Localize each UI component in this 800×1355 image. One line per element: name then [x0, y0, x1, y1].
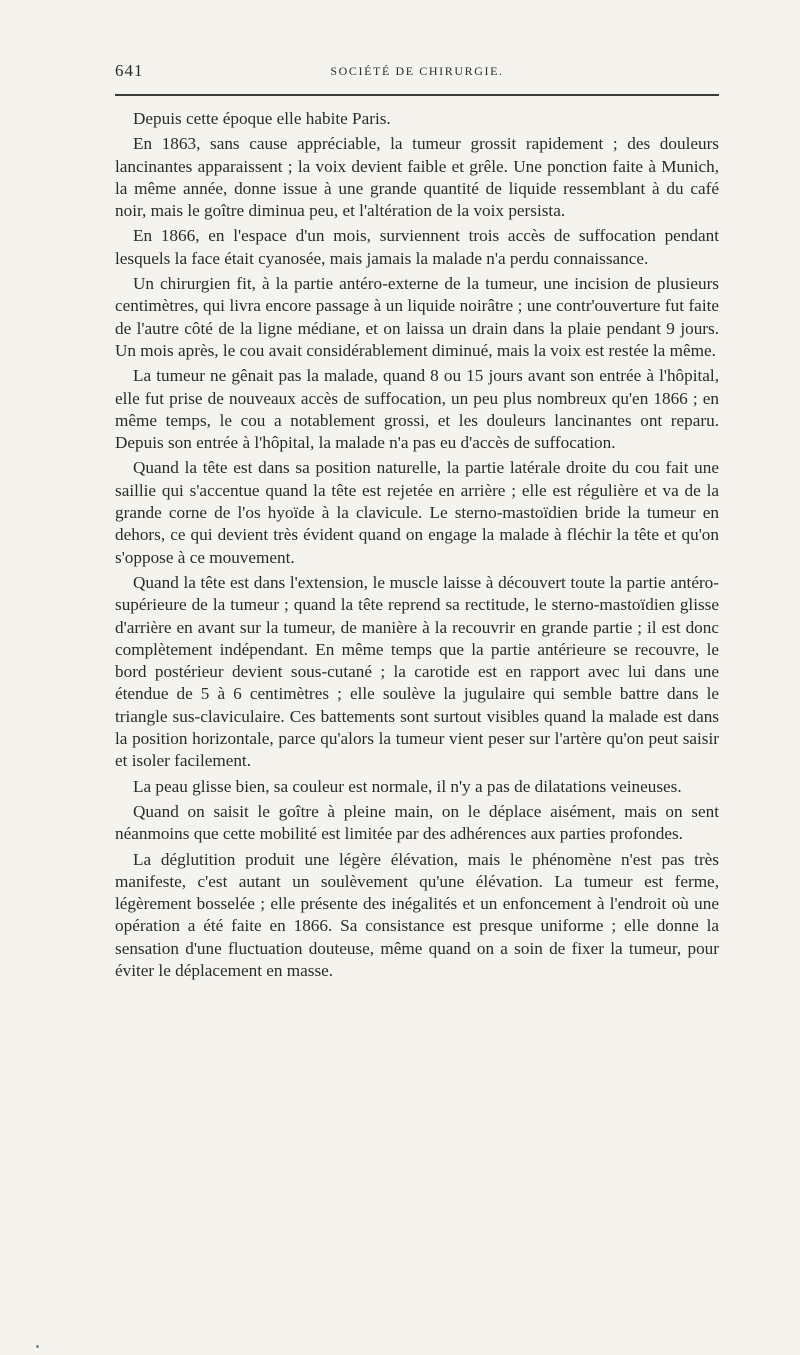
paragraph: La peau glisse bien, sa couleur est normale, il n'y a pas de dilatations veineuses. — [133, 776, 682, 796]
body-text — [115, 108, 719, 982]
paragraph: En 1863, sans cause appréciable, la tumeur grossit rapidement ; des douleurs lancinantes apparaissent ; la voix devient faible et grêle. Une ponction faite à Munich, la même année, donne issue à une grande quantité de liquide ressemblant à du café noir, mais le goître diminua peu, et l'altération de la voix persista. — [115, 134, 719, 221]
paragraph: La déglutition produit une légère élévation, mais le phénomène n'est pas très manifeste, c'est autant un soulèvement qu'une élévation. La tumeur est ferme, légèrement bosselée ; elle présente des inégalités et un enfoncement à l'endroit où une opération a été faite en 1866. Sa consistance est presque uniforme ; elle donne la sensation d'une fluctuation douteuse, même quand on a soin de fixer la tumeur, pour éviter le déplacement en masse. — [115, 849, 719, 980]
paragraph: Depuis cette époque elle habite Paris. — [133, 109, 391, 128]
paragraph: Quand la tête est dans sa position naturelle, la partie latérale droite du cou fait une saillie qui s'accentue quand la tête est rejetée en arrière ; elle est régulière et va de la grande corne de l'os hyoïde à la clavicule. Le sterno-mastoïdien bride la tumeur en dehors, ce qui devient très évident quand on engage la malade à fléchir la tête et qu'on s'oppose à ce mouvement. — [115, 458, 719, 567]
page-header — [115, 58, 719, 88]
paragraph: Un chirurgien fit, à la partie antéro-externe de la tumeur, une incision de plusieurs centimètres, qui livra encore passage à un liquide noirâtre ; une contr'ouverture fut faite de l'autre côté de la ligne médiane, et on laissa un drain dans la plaie pendant 9 jours. Un mois après, le cou avait considérablement diminué, mais la voix est restée la même. — [115, 274, 719, 360]
header-rule — [115, 94, 719, 96]
paragraph: Quand la tête est dans l'extension, le muscle laisse à découvert toute la partie antéro-supérieure de la tumeur ; quand la tête reprend sa rectitude, le sterno-mastoïdien glisse d'arrière en avant sur la tumeur, de manière à la recouvrir en grande partie ; il est donc complètement indépendant. En même temps que la partie antérieure se recouvre, le bord postérieur devient sous-cutané ; la carotide est en rapport avec lui dans une étendue de 5 à 6 centimètres ; elle soulève la jugulaire qui semble battre dans le triangle sus-claviculaire. Ces battements sont surtout visibles quand la malade est dans la position horizontale, parce qu'alors la tumeur vient peser sur l'artère qu'on peut saisir et isoler facilement. — [115, 572, 719, 771]
paragraph: En 1866, en l'espace d'un mois, surviennent trois accès de suffocation pendant lesquels la face était cyanosée, mais jamais la malade n'a perdu connaissance. — [115, 226, 719, 268]
scan-speck — [36, 1345, 39, 1348]
paragraph: Quand on saisit le goître à pleine main, on le déplace aisément, mais on sent néanmoins que cette mobilité est limitée par des adhérences aux parties profondes. — [115, 801, 719, 844]
paragraph: La tumeur ne gênait pas la malade, quand 8 ou 15 jours avant son entrée à l'hôpital, elle fut prise de nouveaux accès de suffocation, un peu plus nombreux qu'en 1866 ; en même temps, le cou a notablement grossi, et les douleurs lancinantes ont reparu. Depuis son entrée à l'hôpital, la malade n'a pas eu d'accès de suffocation. — [115, 366, 719, 453]
page-number: 641 — [115, 61, 144, 80]
running-title: SOCIÉTÉ DE CHIRURGIE. — [330, 64, 504, 78]
